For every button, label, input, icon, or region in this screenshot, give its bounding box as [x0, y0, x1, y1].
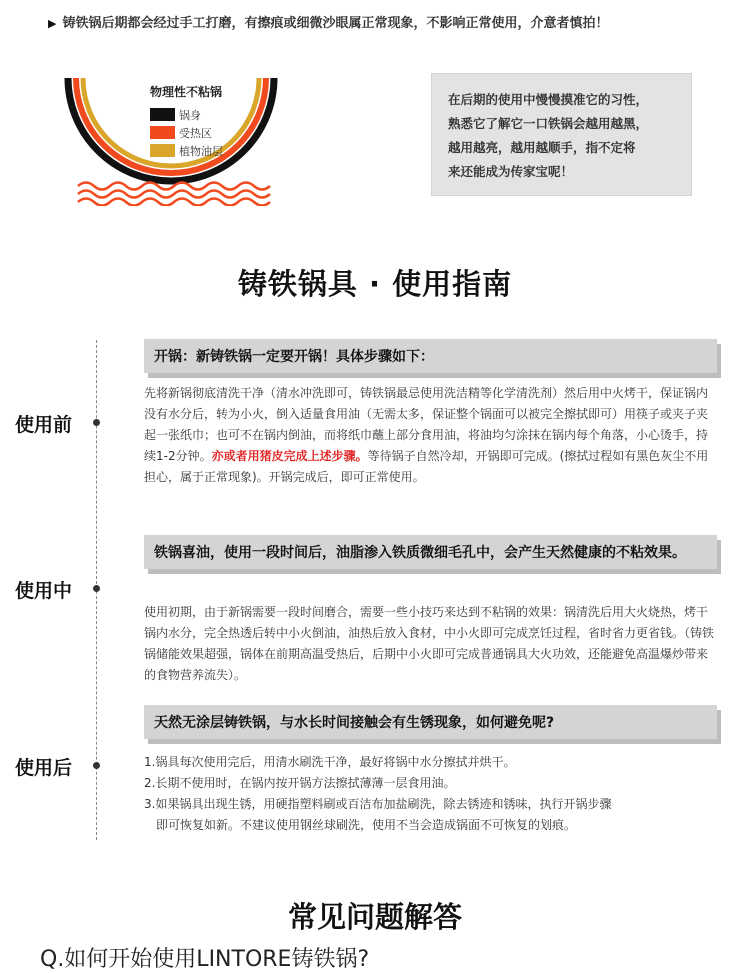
guide-title: 铸铁锅具 · 使用指南	[237, 267, 513, 301]
legend-swatch	[150, 126, 175, 139]
legend-swatch	[150, 108, 175, 121]
heading-text: 开锅：新铸铁锅一定要开锅！具体步骤如下：	[154, 349, 434, 365]
stage-label-before: 使用前	[15, 414, 73, 436]
legend-label: 受热区	[179, 126, 212, 140]
callout-line: 熟悉它了解它一口铁锅会越用越黑，	[448, 116, 649, 131]
legend-label: 锅身	[179, 108, 201, 122]
legend-label: 植物油层	[179, 144, 223, 158]
paragraph-after	[144, 752, 714, 836]
paragraph-before	[144, 383, 714, 488]
timeline-dot	[93, 762, 100, 769]
heading-text: 铁锅喜油，使用一段时间后，油脂渗入铁质微细毛孔中，会产生天然健康的不粘效果。	[154, 545, 686, 561]
highlight-text: 亦或者用猪皮完成上述步骤。	[211, 449, 368, 463]
callout-line: 越用越亮，越用越顺手，指不定将	[448, 140, 636, 155]
callout-box	[431, 73, 692, 196]
list-item: 即可恢复如新。不建议使用钢丝球刷洗，使用不当会造成锅面不可恢复的划痕。	[156, 818, 577, 832]
rust-tips-list	[144, 752, 714, 836]
notice-text: 铸铁锅后期都会经过手工打磨，有擦痕或细微沙眼属正常现象，不影响正常使用，介意者慎拍！	[62, 16, 609, 31]
notice-line	[48, 12, 738, 31]
callout-line: 在后期的使用中慢慢摸准它的习性，	[448, 92, 649, 107]
paragraph-text: 使用初期，由于新锅需要一段时间磨合，需要一些小技巧来达到不粘锅的效果：锅清洗后用大火烧热，烤干锅内水分，完全热透后转中小火倒油，油热后放入食材，中小火即可完成烹饪过程，省时省力更省钱。（铸铁锅储能效果超强，锅体在前期高温受热后，后期中小火即可完成普通锅具大火功效，还能避免高温爆炒带来的食物营养流失）。	[144, 605, 715, 682]
faq-title: 常见问题解答	[287, 900, 462, 934]
legend-item	[150, 142, 223, 159]
timeline-dot	[93, 419, 100, 426]
paragraph-during	[144, 602, 714, 686]
stage-label-after: 使用后	[15, 757, 73, 779]
paragraph-text: 等待锅子自然冷却，开锅即可完成。(擦拭过程如有黑色灰尘不用担心，属于正常现象)。开锅完成后，即可正常使用。	[144, 449, 709, 484]
legend-swatch	[150, 144, 175, 157]
heading-text: 天然无涂层铸铁锅，与水长时间接触会有生锈现象，如何避免呢?	[154, 715, 555, 731]
heading-bar-during	[144, 535, 717, 569]
legend-item	[150, 124, 223, 141]
stage-label-during: 使用中	[15, 580, 73, 602]
faq-question: Q.如何开始使用LINTORE铸铁锅?	[40, 947, 370, 972]
heading-bar-after	[144, 705, 717, 739]
legend-title: 物理性不粘锅	[150, 85, 223, 99]
timeline-dot	[93, 585, 100, 592]
list-item: 2.长期不使用时，在锅内按开锅方法擦拭薄薄一层食用油。	[144, 776, 456, 790]
list-item: 1.锅具每次使用完后，用清水刷洗干净，最好将锅中水分擦拭并烘干。	[144, 755, 516, 769]
heading-bar-before	[144, 339, 717, 373]
layers-legend	[150, 83, 223, 160]
paragraph-text: 先将新锅彻底清洗干净（清水冲洗即可，铸铁锅最忌使用洗洁精等化学清洗剂）然后用中火烤干，保证锅内没有水分后，转为小火，倒入适量食用油（无需太多，保证整个锅面可以被完全擦拭即可）用筷子或夹子夹起一张纸巾；也可不在锅内倒油，而将纸巾蘸上部分食用油，将油均匀涂抹在锅内每个角落，小心烫手，持续1-2分钟。	[144, 386, 709, 463]
triangle-bullet-icon: ▶	[48, 17, 57, 30]
callout-line: 来还能成为传家宝呢！	[448, 164, 574, 179]
list-item: 3.如果锅具出现生锈，用硬指塑料刷或百洁布加盐刷洗，除去锈迹和锈味，执行开锅步骤	[144, 797, 612, 811]
legend-item	[150, 106, 223, 123]
